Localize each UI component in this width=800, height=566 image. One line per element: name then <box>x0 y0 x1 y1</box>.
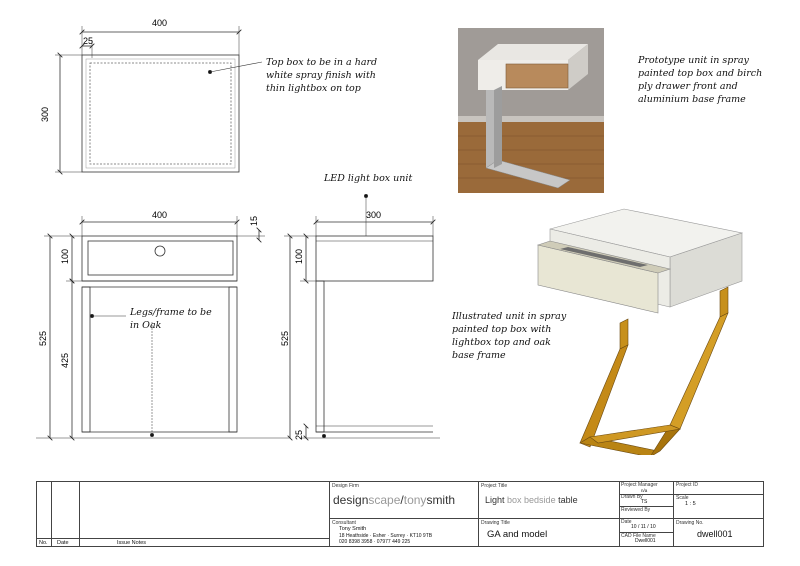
col-date: Date <box>57 540 69 546</box>
date-label: Date <box>621 519 632 525</box>
dim-front-box-height: 100 <box>60 248 70 264</box>
consultant-name: Tony Smith <box>339 526 367 532</box>
dim-top-gap: 15 <box>249 215 259 226</box>
side-frame-back <box>316 281 324 432</box>
prototype-photo <box>458 28 604 193</box>
dim-side-box-height: 100 <box>294 248 304 264</box>
date-value: 10 / 11 / 10 <box>631 524 656 530</box>
consultant-label: Consultant <box>332 520 356 526</box>
dim-top-width: 400 <box>152 18 168 28</box>
scale-label: Scale <box>676 495 689 501</box>
reviewed-by-label: Reviewed By <box>621 507 651 513</box>
col-no: No. <box>39 540 48 546</box>
front-leg-left <box>82 287 90 432</box>
plan-outline <box>82 55 239 172</box>
dim-side-depth: 300 <box>366 210 382 220</box>
front-drawer-hole <box>155 246 165 256</box>
consultant-address: 18 Heathside · Esher · Surrey · KT10 9TB <box>339 533 433 539</box>
title-block <box>36 481 764 547</box>
dim-front-leg-height: 425 <box>60 352 70 368</box>
dim-front-total-height: 525 <box>38 330 48 346</box>
design-firm-label: Design Firm <box>332 483 359 489</box>
front-leg-right <box>229 287 237 432</box>
firm-logo: designscape/tonysmith <box>333 493 456 507</box>
drawing-title-label: Drawing Title <box>481 520 510 526</box>
scale-value: 1 : 5 <box>685 501 696 507</box>
note-illustrated: Illustrated unit in spray painted top box with lightbox top and oak base frame <box>452 311 567 361</box>
project-title-label: Project Title <box>481 483 508 489</box>
consultant-phone: 020 8398 3958 · 07977 449 225 <box>339 539 411 545</box>
note-prototype: Prototype unit in spray painted top box and birch ply drawer front and aluminium base frame <box>638 55 763 105</box>
note-top-box: Top box to be in a hard white spray finish with thin lightbox on top <box>266 57 378 94</box>
dim-front-width: 400 <box>152 210 168 220</box>
project-title: Light box bedside table <box>485 495 578 505</box>
cad-file-label: CAD File Name <box>621 533 656 539</box>
project-manager: n/a <box>641 488 648 493</box>
cad-file: Dwell001 <box>635 538 656 544</box>
project-manager-label: Project Manager <box>621 482 658 488</box>
note-legs: Legs/frame to be in Oak <box>130 307 212 331</box>
drawing-title: GA and model <box>487 529 548 540</box>
dim-top-offset: 25 <box>83 36 94 46</box>
drawn-by-label: Drawn By <box>621 494 643 500</box>
front-top-box <box>82 236 237 281</box>
drawing-no-label: Drawing No. <box>676 520 704 526</box>
drawn-by: TS <box>641 499 648 505</box>
note-led: LED light box unit <box>324 173 413 184</box>
col-issue: Issue Notes <box>117 540 147 546</box>
dim-side-base-height: 25 <box>294 429 304 440</box>
project-id-label: Project ID <box>676 482 698 488</box>
side-top-box <box>316 236 433 281</box>
drawing-no: dwell001 <box>697 529 733 539</box>
dim-side-total-height: 525 <box>280 330 290 346</box>
illustrated-model <box>520 195 760 455</box>
plan-lightbox <box>90 63 231 164</box>
dim-top-depth: 300 <box>40 106 50 122</box>
